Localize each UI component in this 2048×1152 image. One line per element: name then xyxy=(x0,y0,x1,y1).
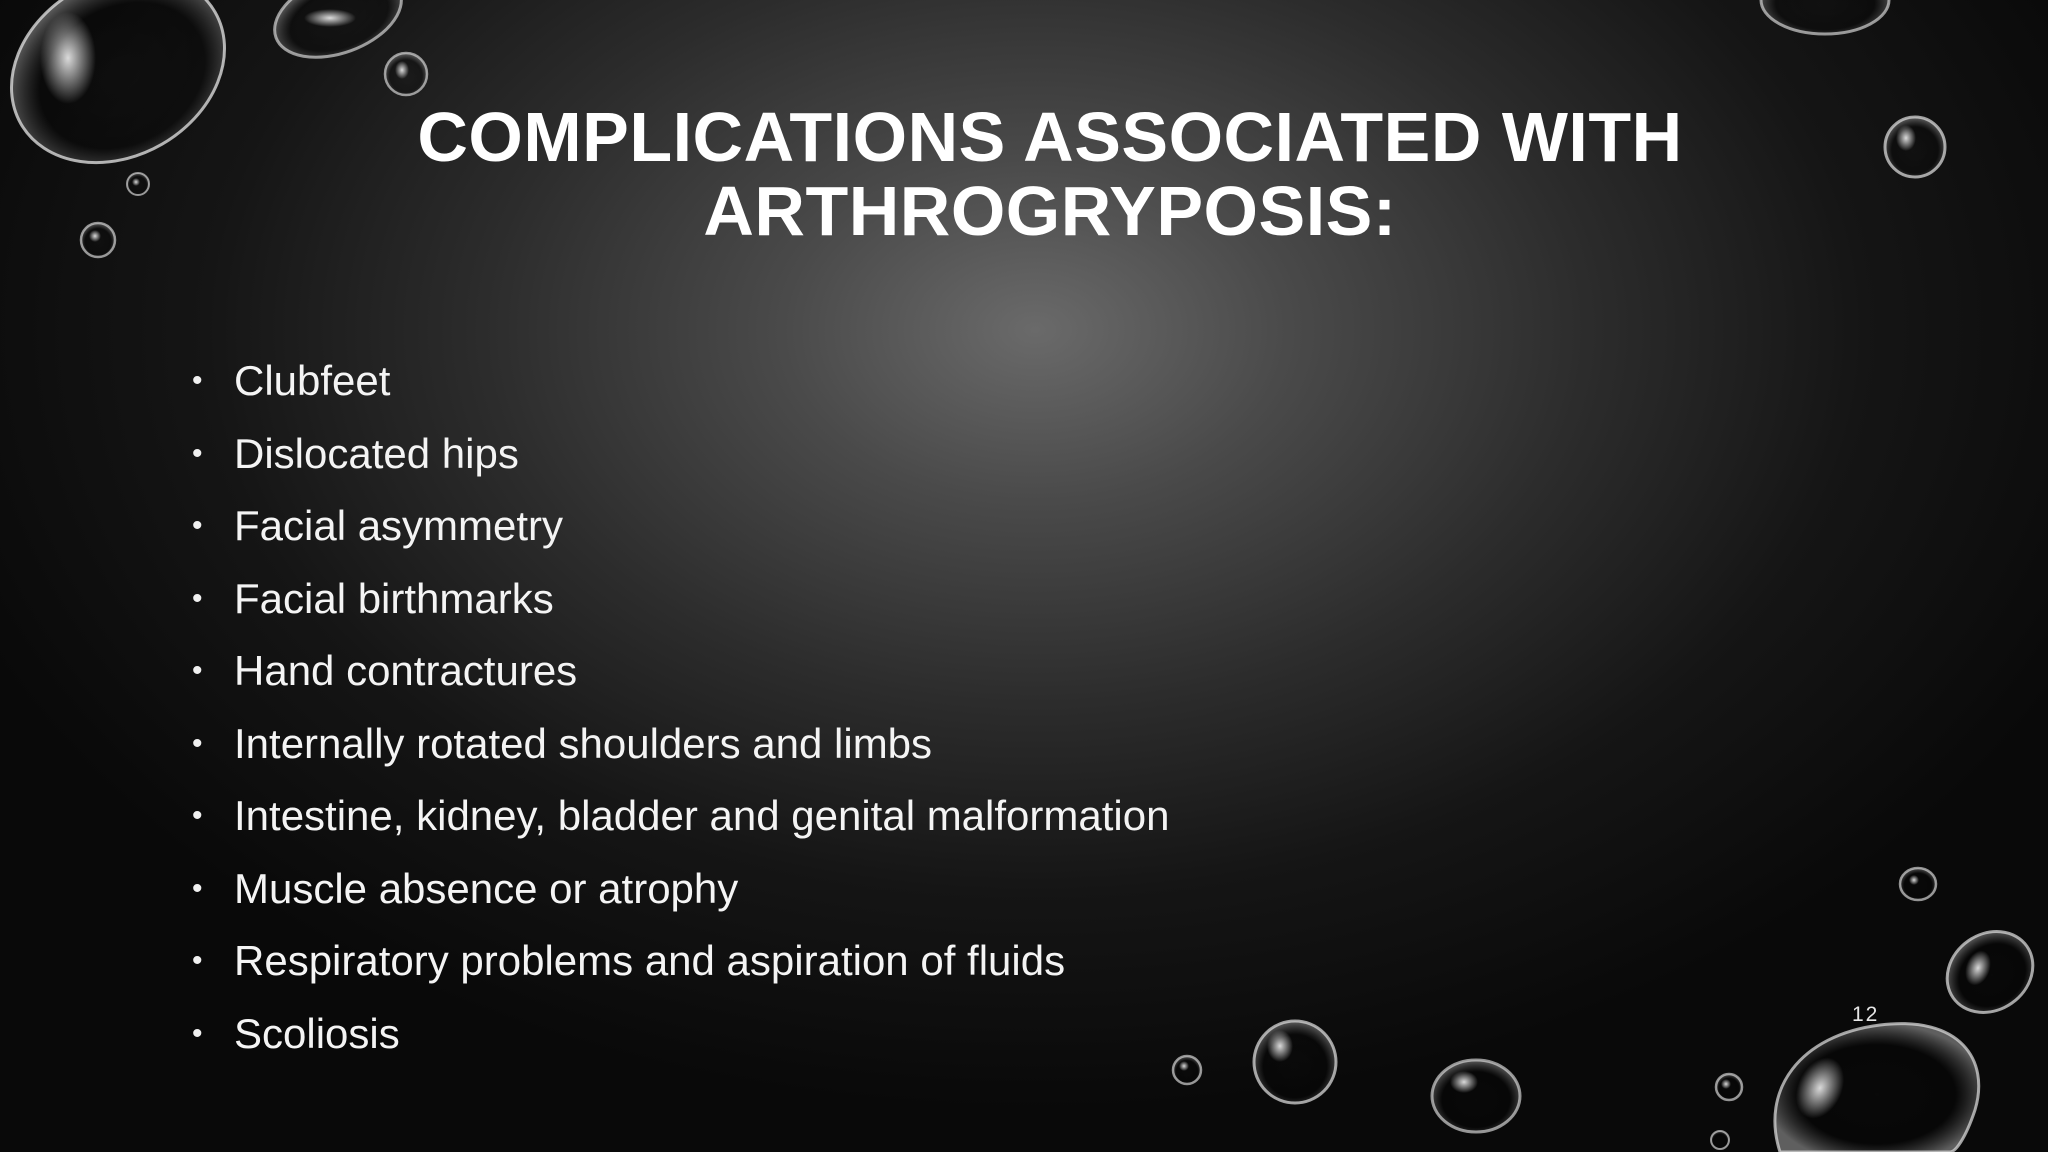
bullet-item-scoliosis xyxy=(192,998,1169,1071)
slide-title xyxy=(360,100,1740,248)
bullet-item-hand-contractures xyxy=(192,635,1169,708)
bullet-item-dislocated-hips xyxy=(192,418,1169,491)
slide-title-line-1: COMPLICATIONS ASSOCIATED WITH xyxy=(417,98,1683,176)
bullet-point-icon: • xyxy=(192,654,203,688)
bullet-point-icon: • xyxy=(192,871,203,905)
droplet-bottom-right-1 xyxy=(1900,868,1936,900)
droplet-bottom-center-2 xyxy=(1432,1060,1520,1132)
droplet-large-top-left xyxy=(0,0,259,200)
bullet-point-icon: • xyxy=(192,799,203,833)
bullet-text: Dislocated hips xyxy=(234,429,519,477)
bullet-item-respiratory xyxy=(192,925,1169,998)
bullet-point-icon: • xyxy=(192,726,203,760)
droplet-top-left-3 xyxy=(385,53,427,95)
slide-title-line-2: ARTHROGRYPOSIS: xyxy=(703,172,1397,250)
bullet-text: Facial birthmarks xyxy=(234,574,554,622)
droplet-bottom-center-1 xyxy=(1254,1021,1336,1103)
droplet-bottom-right-5 xyxy=(1711,1131,1729,1149)
droplet-bottom-center-3 xyxy=(1173,1056,1201,1084)
bullet-point-icon: • xyxy=(192,364,203,398)
bullet-point-icon: • xyxy=(192,509,203,543)
bullet-list xyxy=(192,345,1169,1070)
bullet-text: Internally rotated shoulders and limbs xyxy=(234,719,933,767)
bullet-point-icon: • xyxy=(192,436,203,470)
bullet-point-icon: • xyxy=(192,1016,203,1050)
bullet-text: Hand contractures xyxy=(234,647,578,695)
bullet-item-internally-rotated xyxy=(192,708,1169,781)
bullet-text: Clubfeet xyxy=(234,357,391,405)
droplet-bottom-right-2 xyxy=(1931,915,2048,1029)
droplet-top-right-2 xyxy=(1885,117,1945,177)
bullet-item-muscle-atrophy xyxy=(192,853,1169,926)
droplet-top-left-4 xyxy=(127,173,149,195)
droplet-top-right-1 xyxy=(1761,0,1889,34)
droplet-top-left-5 xyxy=(81,223,115,257)
bullet-point-icon: • xyxy=(192,944,203,978)
bullet-text: Facial asymmetry xyxy=(234,502,564,550)
bullet-item-facial-birthmarks xyxy=(192,563,1169,636)
slide-number: 12 xyxy=(1852,1003,1880,1026)
bullet-text: Scoliosis xyxy=(234,1009,400,1057)
bullet-point-icon: • xyxy=(192,581,203,615)
droplet-bottom-right-3 xyxy=(1775,1024,1979,1152)
bullet-text: Muscle absence or atrophy xyxy=(234,864,739,912)
droplet-bottom-right-4 xyxy=(1716,1074,1742,1100)
bullet-text: Respiratory problems and aspiration of fluids xyxy=(234,937,1066,985)
bullet-item-facial-asymmetry xyxy=(192,490,1169,563)
bullet-item-clubfeet xyxy=(192,345,1169,418)
bullet-text: Intestine, kidney, bladder and genital malformation xyxy=(234,792,1170,840)
bullet-item-malformation xyxy=(192,780,1169,853)
